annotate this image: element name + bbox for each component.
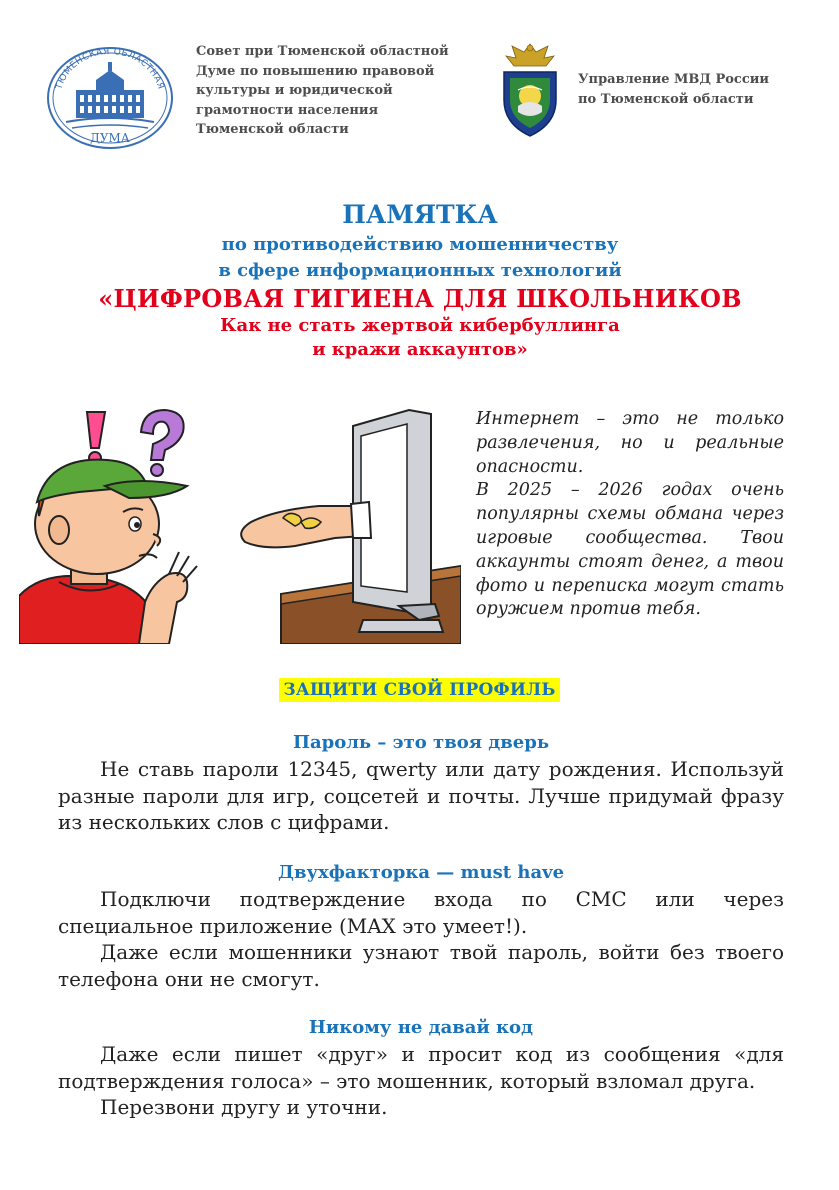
section-paragraph: Подключи подтверждение входа по СМС или через специальное приложение (MAX это умеет!). [58, 887, 784, 938]
section-title [58, 1015, 784, 1041]
council-line: грамотности населения [196, 102, 379, 118]
subtitle-line: в сфере информационных технологий [218, 260, 622, 281]
council-line: Тюменской области [196, 122, 349, 137]
illustration [19, 406, 461, 644]
section-title [58, 730, 784, 756]
boy-figure [19, 460, 197, 644]
mvd-line: по Тюменской области [578, 92, 754, 107]
mvd-line: Управление МВД России [578, 72, 770, 87]
section-two-factor [58, 860, 784, 992]
council-line: Думе по повышению правовой [196, 63, 435, 79]
section-code [58, 1015, 784, 1121]
title-block [40, 198, 800, 362]
page-title: ПАМЯТКА [342, 200, 498, 229]
council-line: культуры и юридической [196, 83, 393, 98]
intro-paragraph: В 2025 – 2026 годах очень популярны схемы обмана через игровые сообщества. Твои аккаунты стоят денег, а твои фото и переписка могут стать оружием против тебя. [476, 480, 784, 620]
mvd-emblem [496, 38, 564, 142]
section-title-bold: Никому не давай код [308, 1017, 534, 1038]
duma-logo [44, 40, 176, 150]
section-heading-wrap [0, 678, 839, 702]
subtitle-line: по противодействию мошенничеству [221, 234, 619, 255]
section-paragraph: Не ставь пароли 12345, qwerty или дату рождения. Используй разные пароли для игр, соцсетей и почты. Лучше придумай фразу из нескольких слов с цифрами. [58, 757, 784, 834]
section-title-bold: Двухфакторка — must have [277, 862, 565, 883]
duma-logo-label: ДУМА [90, 131, 130, 145]
section-heading: ЗАЩИТИ СВОЙ ПРОФИЛЬ [279, 678, 559, 702]
red-subheadline: Как не стать жертвой кибербуллинга [220, 315, 620, 336]
section-title-bold: Пароль [292, 732, 372, 753]
section-paragraph: Даже если пишет «друг» и просит код из сообщения «для подтверждения голоса» – это мошенник, который взломал друга. [58, 1042, 784, 1093]
exclamation-icon [87, 412, 105, 464]
section-title-rest: – это твоя дверь [371, 732, 550, 753]
duma-logo-arc-text: ТЮМЕНСКАЯ ОБЛАСТНАЯ [54, 46, 166, 91]
red-headline: «ЦИФРОВАЯ ГИГИЕНА ДЛЯ ШКОЛЬНИКОВ [98, 284, 742, 313]
question-mark-icon [141, 410, 184, 476]
intro-paragraph: Интернет – это не только развлечения, но и реальные опасности. [476, 409, 784, 477]
council-line: Совет при Тюменской областной [196, 44, 449, 59]
section-title [58, 860, 784, 886]
intro-text [476, 408, 784, 622]
section-password [58, 730, 784, 836]
council-name [196, 42, 466, 140]
red-subheadline: и кражи аккаунтов» [312, 339, 528, 360]
section-paragraph: Перезвони другу и уточни. [100, 1095, 388, 1119]
section-paragraph: Даже если мошенники узнают твой пароль, войти без твоего телефона они не смогут. [58, 940, 784, 991]
hand-with-candy [241, 502, 371, 547]
mvd-name [578, 70, 808, 110]
